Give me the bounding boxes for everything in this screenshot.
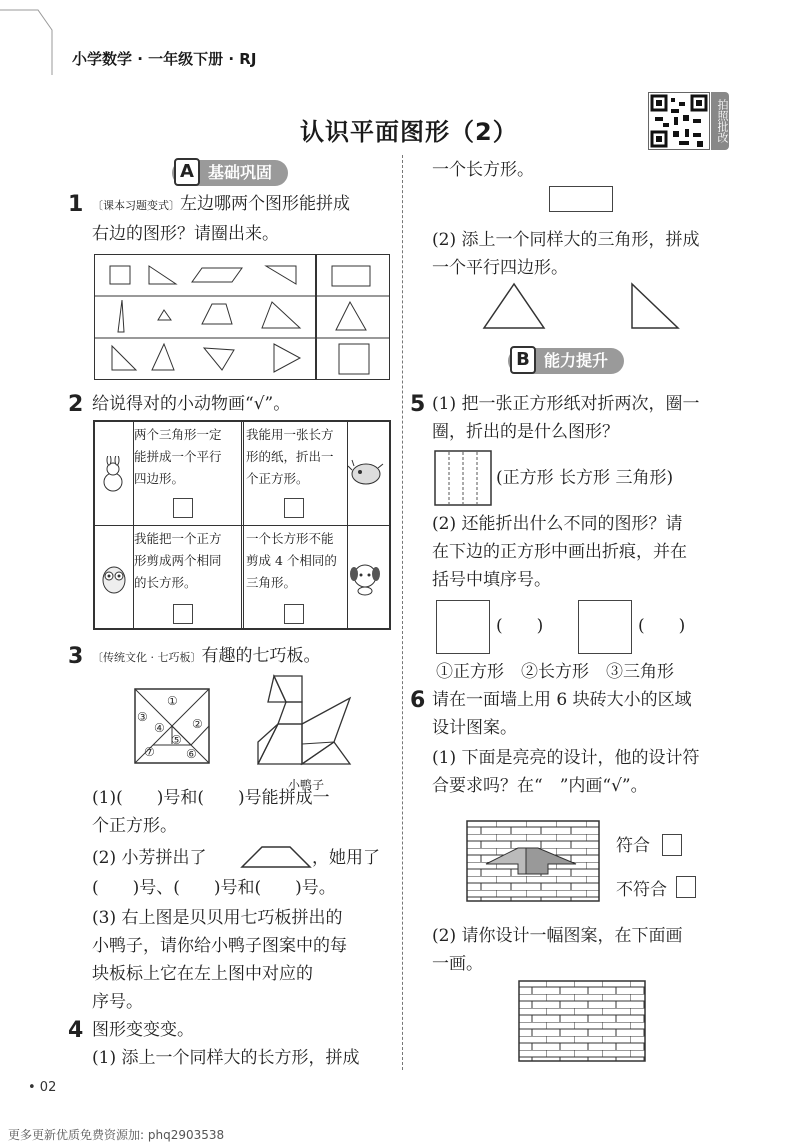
q6-p2-line1: (2) 请你设计一幅图案，在下面画 (432, 926, 683, 946)
q6-no-checkbox[interactable] (676, 876, 696, 898)
q3-number: 3 (68, 644, 84, 669)
q3-tag: 〔传统文化 · 七巧板〕 (92, 651, 202, 664)
q2-text: 给说得对的小动物画“√”。 (92, 394, 291, 414)
q6-p2-line2: 一画。 (432, 954, 483, 974)
q1-shape-table (94, 254, 390, 380)
q6-yes-checkbox[interactable] (662, 834, 682, 856)
q3-p2-line1b: ，她用了 (312, 848, 380, 868)
q3-p1-line1: (1)( )号和( )号能拼成一 (92, 788, 330, 808)
q2-checkbox-4[interactable] (284, 604, 304, 624)
duck-label: 小鸭子 (288, 778, 325, 792)
q2-cell-4-text: 一个长方形不能剪成 4 个相同的三角形。 (246, 531, 337, 590)
section-a-badge (172, 160, 288, 186)
tangram-label-6: ⑥ (186, 747, 197, 761)
puppy-icon (348, 560, 382, 596)
q2-number: 2 (68, 392, 84, 417)
q1-number: 1 (68, 192, 84, 217)
q3-text: 有趣的七巧板。 (201, 646, 321, 666)
q4-number: 4 (68, 1018, 84, 1043)
q2-checkbox-3[interactable] (173, 604, 193, 624)
q2-cell-3-text: 我能把一个正方形剪成两个相同的长方形。 (134, 531, 222, 590)
q6-yes-label: 符合 (616, 836, 650, 856)
qr-code-image (649, 93, 709, 149)
section-b-badge (508, 348, 624, 374)
owl-icon (98, 562, 130, 596)
q1-line2: 右边的图形？请圈出来。 (92, 224, 279, 244)
tangram-square (134, 688, 210, 764)
q5-p2-line2: 在下边的正方形中画出折痕，并在 (432, 542, 687, 562)
hedgehog-icon (348, 456, 384, 490)
q5-p2-line1: (2) 还能折出什么不同的图形？请 (432, 514, 683, 534)
q6-line2: 设计图案。 (432, 718, 517, 738)
column-divider (402, 155, 403, 1070)
qr-side-label: 拍照批改 (711, 92, 729, 150)
q6-no-label: 不符合 (616, 880, 667, 900)
q5-p1-line1: (1) 把一张正方形纸对折两次，圈一 (432, 394, 700, 414)
rabbit-icon (98, 456, 128, 494)
q2-checkbox-2[interactable] (284, 498, 304, 518)
q5-options: (正方形 长方形 三角形) (496, 468, 674, 488)
q2-cell-1-text: 两个三角形一定能拼成一个平行四边形。 (134, 427, 222, 486)
q5-blank-2[interactable]: ( ) (638, 616, 686, 636)
book-header: 小学数学 · 一年级下册 · RJ (72, 50, 257, 68)
page-number: • 02 (28, 1080, 57, 1095)
qr-code[interactable] (648, 92, 710, 150)
tangram-label-5: ⑤ (171, 733, 182, 747)
tangram-duck (238, 672, 358, 772)
q2-cell-2-text: 我能用一张长方形的纸，折出一个正方形。 (246, 427, 334, 486)
q4-p1-line2: 一个长方形。 (432, 160, 534, 180)
section-b-label: 能力提升 (544, 351, 609, 370)
q3-p2-line1a: (2) 小芳拼出了 (92, 848, 207, 868)
q6-p1-line1: (1) 下面是亮亮的设计，他的设计符 (432, 748, 700, 768)
q5-draw-square-2[interactable] (578, 600, 632, 654)
q6-number: 6 (410, 688, 426, 713)
q5-number: 5 (410, 392, 426, 417)
q5-draw-square-1[interactable] (436, 600, 490, 654)
q5-p1-line2: 圈，折出的是什么图形？ (432, 422, 619, 442)
q5-blank-1[interactable]: ( ) (496, 616, 544, 636)
tangram-label-1: ① (167, 694, 178, 708)
tangram-label-2: ② (192, 717, 203, 731)
q4-p2-line1: (2) 添上一个同样大的三角形，拼成 (432, 230, 700, 250)
q6-drawing-wall[interactable] (518, 980, 646, 1062)
section-b-letter: B (510, 346, 536, 374)
source-note: 更多更新优质免费资源加: phq2903538 (8, 1128, 225, 1142)
q5-legend: ①正方形 ②长方形 ③三角形 (436, 662, 674, 682)
q6-line1: 请在一面墙上用 6 块砖大小的区域 (432, 690, 692, 710)
q2-checkbox-1[interactable] (173, 498, 193, 518)
section-a-letter: A (174, 158, 200, 186)
page-corner-decoration (0, 0, 60, 80)
q4-p2-line2: 一个平行四边形。 (432, 258, 568, 278)
q4-p1-line1: (1) 添上一个同样大的长方形，拼成 (92, 1048, 360, 1068)
q4-rectangle (549, 186, 613, 212)
q3-p1-line2: 个正方形。 (92, 816, 177, 836)
q5-p2-line3: 括号中填序号。 (432, 570, 551, 590)
tangram-label-4: ④ (154, 721, 165, 735)
q1-line1: 左边哪两个图形能拼成 (180, 194, 350, 214)
tangram-label-7: ⑦ (144, 745, 155, 759)
q4-text: 图形变变变。 (92, 1020, 194, 1040)
q6-p1-line2: 合要求吗？在“ ”内画“√”。 (432, 776, 648, 796)
trapezoid-shape (240, 844, 312, 870)
folded-paper (434, 450, 492, 506)
q4-triangles (480, 280, 690, 332)
q3-p3-line2: 小鸭子，请你给小鸭子图案中的每 (92, 936, 347, 956)
q3-p3-line3: 块板标上它在左上图中对应的 (92, 964, 313, 984)
q3-p2-line2: ( )号、( )号和( )号。 (92, 878, 336, 898)
page-title: 认识平面图形（2） (300, 118, 518, 146)
section-a-label: 基础巩固 (208, 163, 273, 182)
liangliang-wall-design (466, 820, 600, 902)
q3-p3-line4: 序号。 (92, 992, 143, 1012)
tangram-label-3: ③ (137, 710, 148, 724)
q3-p3-line1: (3) 右上图是贝贝用七巧板拼出的 (92, 908, 343, 928)
q1-tag: 〔课本习题变式〕 (92, 199, 180, 212)
